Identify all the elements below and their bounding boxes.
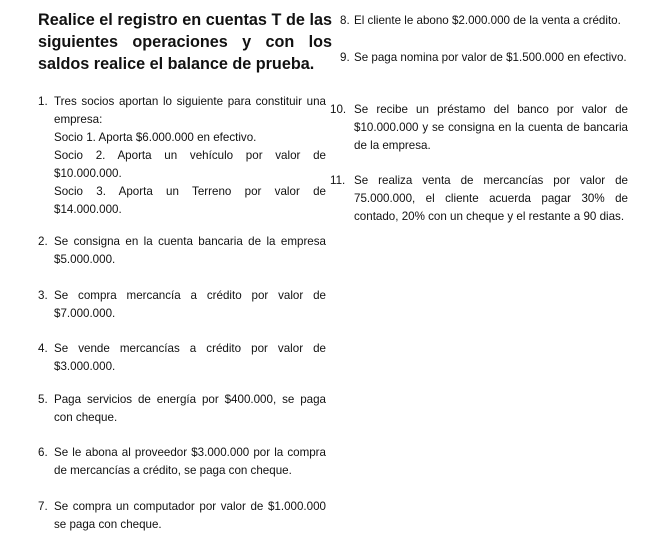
page-title: Realice el registro en cuentas T de las siguientes operaciones y con los saldos realice el balance de prueba. (38, 11, 332, 73)
item-text: Se compra mercancía a crédito por valor de $7.000.000. (54, 289, 326, 320)
item-text: Se le abona al proveedor $3.000.000 por la compra de mercancías a crédito, se paga con cheque. (54, 446, 326, 477)
item-number: 8. (340, 14, 350, 27)
partner-item-2: Socio 2. Aporta un vehículo por valor de $10.000.000. (54, 149, 326, 180)
partner-item-1: Socio 1. Aporta $6.000.000 en efectivo. (54, 131, 257, 144)
item-number: 10. (330, 103, 347, 116)
item-intro: Tres socios aportan lo siguiente para constituir una empresa: (54, 95, 326, 126)
list-item-1 (38, 93, 326, 219)
partner-item-3: Socio 3. Aporta un Terreno por valor de $14.000.000. (54, 185, 326, 216)
list-item-8 (340, 12, 628, 30)
item-text: Paga servicios de energía por $400.000, se paga con cheque. (54, 393, 326, 424)
list-item-10 (330, 101, 628, 155)
list-item-5 (38, 391, 326, 427)
item-number: 6. (38, 446, 48, 459)
list-item-2 (38, 233, 326, 269)
list-item-11 (330, 172, 628, 226)
item-number: 3. (38, 289, 48, 302)
list-item-9 (340, 49, 628, 67)
item-text: Se paga nomina por valor de $1.500.000 en efectivo. (354, 51, 627, 64)
list-item-7 (38, 498, 326, 534)
item-number: 1. (38, 95, 48, 108)
item-text: Se recibe un préstamo del banco por valor de $10.000.000 y se consigna en la cuenta de bancaria de la empresa. (354, 103, 628, 152)
partner-list (54, 129, 326, 219)
item-number: 11. (330, 174, 346, 187)
list-item-6 (38, 444, 326, 480)
list-item-4 (38, 340, 326, 376)
item-text: Se realiza venta de mercancías por valor de 75.000.000, el cliente acuerda pagar 30% de contado, 20% con un cheque y el restante a 90 dias. (354, 174, 628, 223)
item-number: 7. (38, 500, 48, 513)
item-text: Se consigna en la cuenta bancaria de la empresa $5.000.000. (54, 235, 326, 266)
item-text: Se vende mercancías a crédito por valor de $3.000.000. (54, 342, 326, 373)
item-number: 5. (38, 393, 48, 406)
item-text: Se compra un computador por valor de $1.000.000 se paga con cheque. (54, 500, 326, 531)
item-number: 9. (340, 51, 350, 64)
item-text: El cliente le abono $2.000.000 de la venta a crédito. (354, 14, 621, 27)
item-number: 2. (38, 235, 48, 248)
item-number: 4. (38, 342, 48, 355)
list-item-3 (38, 287, 326, 323)
